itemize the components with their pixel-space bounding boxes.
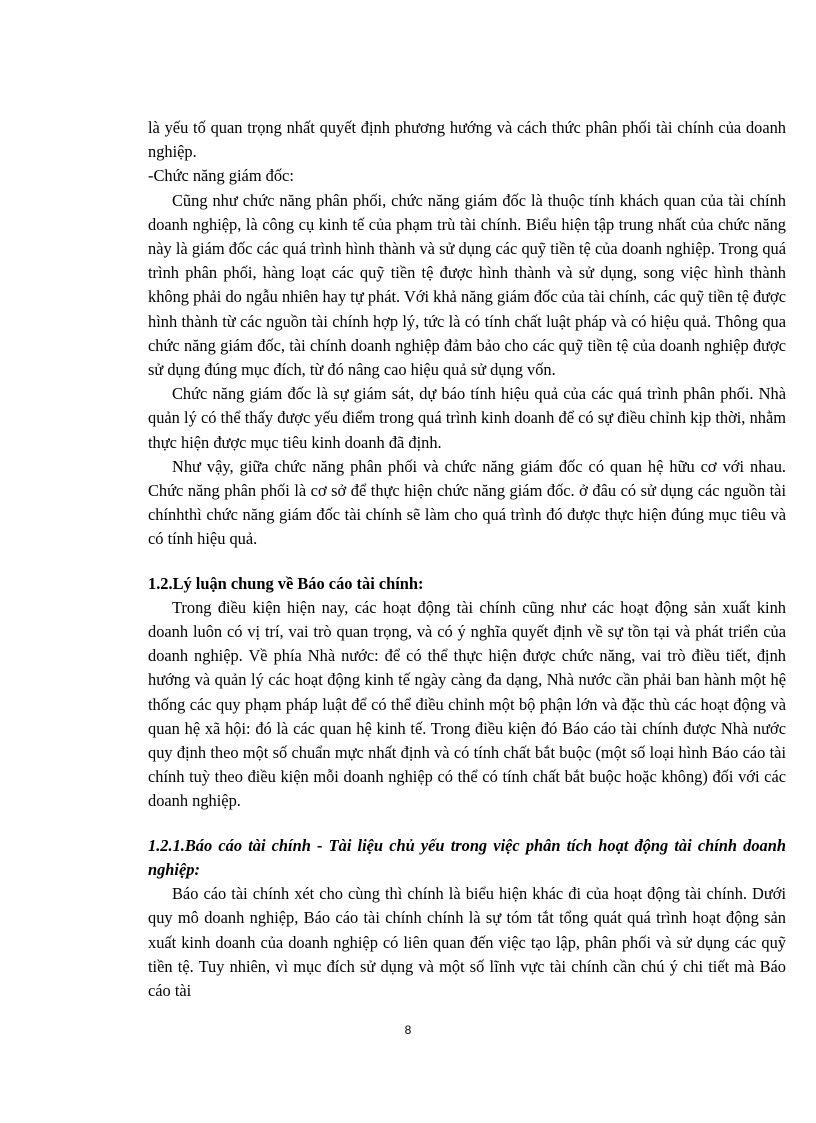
page-number: 8: [404, 1023, 412, 1037]
subsection-paragraph: Báo cáo tài chính xét cho cùng thì chính là biểu hiện khác đi của hoạt động tài chính. Dưới quy mô doanh nghiệp, Báo cáo tài chính chính là sự tóm tắt tổng quát quá trình hoạt động sản xuất kinh doanh của doanh nghiệp có liên quan đến việc tạo lập, phân phối và sử dụng các quỹ tiền tệ. Tuy nhiên, vì mục đích sử dụng và một số lĩnh vực tài chính cần chú ý chi tiết mà Báo cáo tài: [148, 884, 786, 1000]
document-body: [148, 116, 786, 1003]
paragraph-supervision-function: Cũng như chức năng phân phối, chức năng giám đốc là thuộc tính khách quan của tài chính doanh nghiệp, là công cụ kinh tế của phạm trù tài chính. Biểu hiện tập trung nhất của chức năng này là giám đốc các quá trình hình thành và sử dụng các quỹ tiền tệ của doanh nghiệp. Trong quá trình phân phối, hàng loạt các quỹ tiền tệ được hình thành và sử dụng, song việc hình thành không phải do ngẫu nhiên hay tự phát. Với khả năng giám đốc của tài chính, các quỹ tiền tệ được hình thành từ các nguồn tài chính hợp lý, tức là có tính chất luật pháp và có hiệu quả. Thông qua chức năng giám đốc, tài chính doanh nghiệp đảm bảo cho các quỹ tiền tệ của doanh nghiệp được sử dụng đúng mục đích, từ đó nâng cao hiệu quả sử dụng vốn.: [148, 190, 786, 380]
paragraph-relationship: Như vậy, giữa chức năng phân phối và chức năng giám đốc có quan hệ hữu cơ với nhau. Chức năng phân phối là cơ sở để thực hiện chức năng giám đốc. ở đâu có sử dụng các nguồn tài chínhthì chức năng giám đốc tài chính sẽ làm cho quá trình đó được thực hiện đúng mục tiêu và có tính hiệu quả.: [148, 456, 786, 549]
paragraph-supervision-label: -Chức năng giám đốc:: [148, 166, 294, 186]
subsection-heading: 1.2.1.Báo cáo tài chính - Tài liệu chủ yếu trong việc phân tích hoạt động tài chính doanh nghiệp:: [148, 835, 786, 879]
paragraph-continuation: là yếu tố quan trọng nhất quyết định phương hướng và cách thức phân phối tài chính của doanh nghiệp.: [148, 118, 786, 162]
section-heading: 1.2.Lý luận chung về Báo cáo tài chính:: [148, 573, 424, 593]
paragraph-supervision-forecast: Chức năng giám đốc là sự giám sát, dự báo tính hiệu quả của các quá trình phân phối. Nhà quản lý có thể thấy được yếu điểm trong quá trình kinh doanh để có sự điều chỉnh kịp thời, nhằm thực hiện được mục tiêu kinh doanh đã định.: [148, 384, 786, 452]
section-paragraph: Trong điều kiện hiện nay, các hoạt động tài chính cũng như các hoạt động sản xuất kinh doanh luôn có vị trí, vai trò quan trọng, và có ý nghĩa quyết định về sự tồn tại và phát triển của doanh nghiệp. Về phía Nhà nước: để có thể thực hiện được chức năng, vai trò điều tiết, định hướng và quản lý các hoạt động kinh tế ngày càng đa dạng, Nhà nước cần phải ban hành một hệ thống các quy phạm pháp luật để có thể điều chỉnh một bộ phận lớn và đặc thù các hoạt động và quan hệ xã hội: đó là các quan hệ kinh tế. Trong điều kiện đó Báo cáo tài chính được Nhà nước quy định theo một số chuẩn mực nhất định và có tính chất bắt buộc (một số loại hình Báo cáo tài chính tuỳ theo điều kiện mỗi doanh nghiệp có thể có tính chất bắt buộc hoặc không) đối với các doanh nghiệp.: [148, 597, 786, 811]
